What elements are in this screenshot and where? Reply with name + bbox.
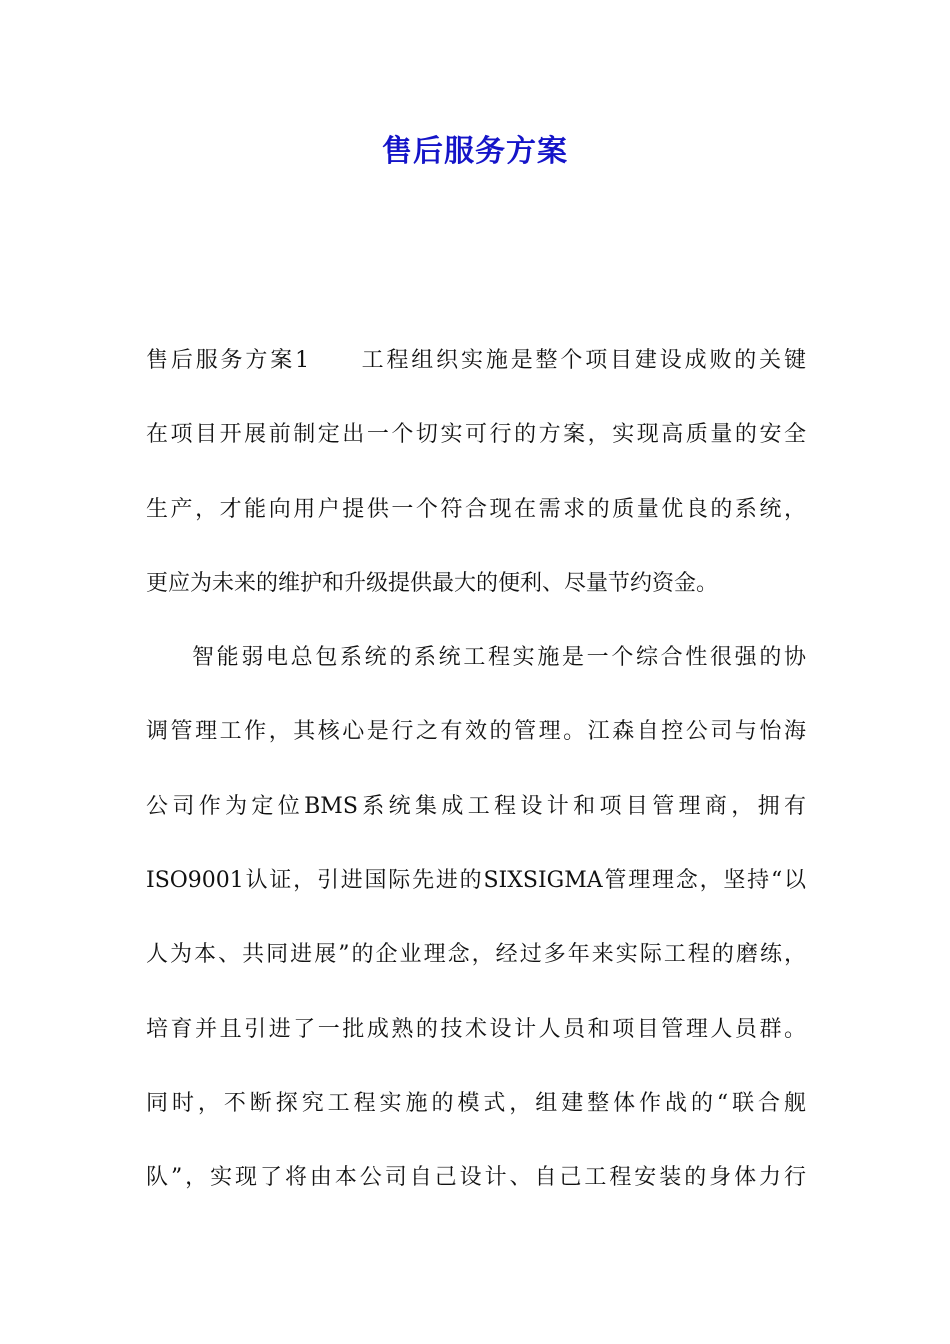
document-title: 售后服务方案 [382,134,568,169]
text-line: 培育并且引进了一批成熟的技术设计人员和项目管理人员群。 [146,1016,806,1042]
text-line: 同时，不断探究工程实施的模式，组建整体作战的“联合舰 [146,1090,806,1116]
text-line: 智能弱电总包系统的系统工程实施是一个综合性很强的协 [192,645,806,671]
text-line: 公司作为定位BMS系统集成工程设计和项目管理商，拥有 [146,793,806,819]
text-line: 人为本、共同进展”的企业理念，经过多年来实际工程的磨练， [146,942,806,968]
text-line: 生产，才能向用户提供一个符合现在需求的质量优良的系统， [146,496,806,522]
text-line: 售后服务方案1 工程组织实施是整个项目建设成败的关键 [146,348,806,373]
document-body [146,341,806,1233]
text-line: 队”，实现了将由本公司自己设计、自己工程安装的身体力行 [146,1165,806,1191]
text-line: 更应为未来的维护和升级提供最大的便利、尽量节约资金。 [146,570,719,596]
text-line: 调管理工作，其核心是行之有效的管理。江森自控公司与怡海 [146,719,806,745]
text-line: 在项目开展前制定出一个切实可行的方案，实现高质量的安全 [146,422,806,448]
text-line: ISO9001认证，引进国际先进的SIXSIGMA管理理念，坚持“以 [146,868,806,894]
